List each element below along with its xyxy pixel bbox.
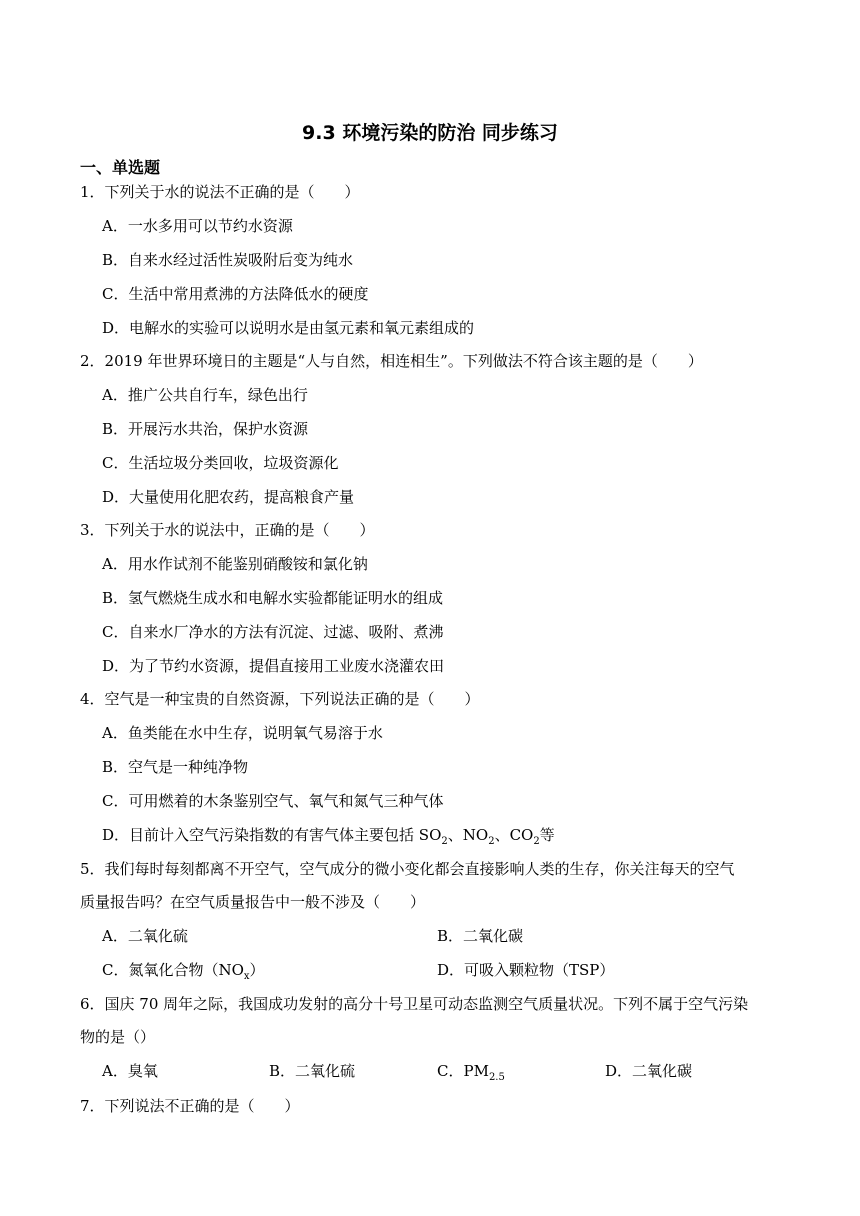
section-heading: 一、单选题 [80,158,161,177]
question-5-option-b: B．二氧化碳 [437,927,524,945]
question-2-option-a: A．推广公共自行车，绿色出行 [102,386,308,404]
page-title: 9.3 环境污染的防治 同步练习 [302,122,558,144]
question-1-stem: 1．下列关于水的说法不正确的是（ ） [80,183,360,201]
question-6-option-b: B．二氧化硫 [269,1062,356,1080]
question-4-option-a: A．鱼类能在水中生存，说明氧气易溶于水 [102,724,383,742]
question-4-option-b: B．空气是一种纯净物 [102,758,249,776]
question-6-option-c: C．$PM_{2.5}$ [437,1062,505,1083]
question-6-stem-line-1: 6．国庆 70 周年之际，我国成功发射的高分十号卫星可动态监测空气质量状况。下列不属于空气污染 [80,995,749,1013]
question-2-option-d: D．大量使用化肥农药，提高粮食产量 [102,488,355,506]
question-4-option-d: D．目前计入空气污染指数的有害气体主要包括 $SO_2$、$NO_2$、$CO_2$等 [102,826,555,847]
question-1-option-b: B．自来水经过活性炭吸附后变为纯水 [102,251,354,269]
question-3-option-d: D．为了节约水资源，提倡直接用工业废水浇灌农田 [102,657,445,675]
question-6-stem-line-2: 物的是（） [80,1028,156,1046]
question-5-stem-line-2: 质量报告吗？在空气质量报告中一般不涉及（ ） [80,893,426,911]
question-1-option-c: C．生活中常用煮沸的方法降低水的硬度 [102,285,369,303]
question-7-stem: 7．下列说法不正确的是（ ） [80,1097,300,1115]
question-6-option-a: A．臭氧 [102,1062,158,1080]
question-4-option-c: C．可用燃着的木条鉴别空气、氧气和氮气三种气体 [102,792,444,810]
question-5-option-a: A．二氧化硫 [102,927,188,945]
question-2-option-c: C．生活垃圾分类回收，垃圾资源化 [102,454,339,472]
question-5-option-d: D．可吸入颗粒物（TSP） [437,961,615,979]
question-2-stem: 2．2019 年世界环境日的主题是“人与自然，相连相生”。下列做法不符合该主题的是（ ） [80,352,703,370]
question-6-option-d: D．二氧化碳 [605,1062,693,1080]
question-4-stem: 4．空气是一种宝贵的自然资源，下列说法正确的是（ ） [80,690,480,708]
question-1-option-a: A．一水多用可以节约水资源 [102,217,293,235]
question-3-option-b: B．氢气燃烧生成水和电解水实验都能证明水的组成 [102,589,444,607]
question-1-option-d: D．电解水的实验可以说明水是由氢元素和氧元素组成的 [102,319,475,337]
question-5-stem-line-1: 5．我们每时每刻都离不开空气，空气成分的微小变化都会直接影响人类的生存，你关注每天的空气 [80,860,735,878]
question-2-option-b: B．开展污水共治，保护水资源 [102,420,309,438]
question-3-option-c: C．自来水厂净水的方法有沉淀、过滤、吸附、煮沸 [102,623,444,641]
question-3-option-a: A．用水作试剂不能鉴别硝酸铵和氯化钠 [102,555,368,573]
question-5-option-c: C．氮氧化合物$(NO_x)$ [102,961,265,982]
question-3-stem: 3．下列关于水的说法中，正确的是（ ） [80,521,375,539]
